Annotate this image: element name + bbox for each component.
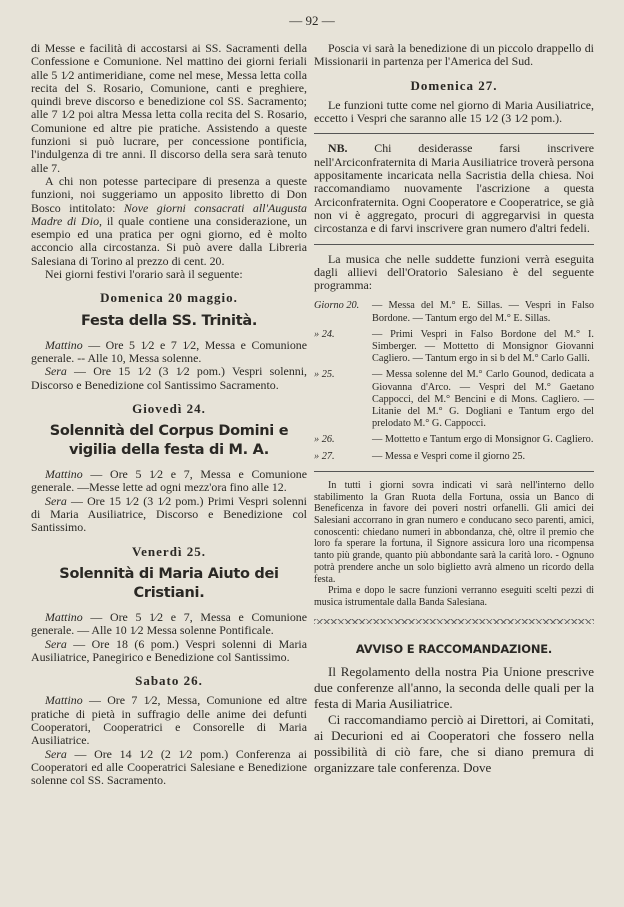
day-heading: Domenica 20 maggio.	[100, 290, 238, 306]
nb-note: NB. Chi desiderasse farsi inscrivere nell'Arciconfraternita di Maria Ausiliatrice troverà persona appositamente incaricata nella Sacristia della chiesa. Noi raccomandiamo nuovamente l'ascrizione a questa Arciconfraternita. Ogni Cooperatore e Cooperatrice, se già non vi è aggregato, procuri di aggregarvisi in questa circostanza e di farvi inscrivere gran numero d'altri fedeli.	[314, 141, 594, 236]
divider	[314, 471, 594, 472]
nb-label: NB.	[328, 141, 348, 156]
schedule-item: Sera — Ore 15 1⁄2 (3 1⁄2 pom.) Primi Vespri solenni di Maria Ausiliatrice, Discorso e Benedizione col Santissimo.	[31, 493, 307, 535]
schedule-item: Sera — Ore 15 1⁄2 (3 1⁄2 pom.) Vespri solenni, Discorso e Benedizione col Santissimo Sacramento.	[31, 364, 307, 392]
program-row: » 26. — Mottetto e Tantum ergo di Monsignor G. Cagliero.	[314, 434, 594, 446]
program-row: » 25. — Messa solenne del M.° Carlo Gounod, dedicata a Giovanna d'Arco. — Vespri del M.° Gaetano Cappocci, del M.° Bencini e di Mons. Cagliero. — Litanie del M.° G. Dogliani e Tantum ergo del prelodato M.° G. Cappocci.	[314, 369, 594, 430]
music-intro: La musica che nelle suddette funzioni verrà eseguita dagli allievi dell'Oratorio Salesiano è del seguente programma:	[314, 251, 594, 293]
paragraph: Poscia vi sarà la benedizione di un piccolo drappello di Missionarii in partenza per l'America del Sud.	[314, 41, 594, 69]
feast-heading: Festa della SS. Trinità.	[80, 312, 258, 329]
ornamental-divider	[314, 619, 594, 629]
avviso-body: Il Regolamento della nostra Pia Unione prescrive due conferenze all'anno, la seconda delle quali per la festa di Maria Ausiliatrice. Ci raccomandiamo perciò ai Direttori, ai Comitati, ai Decurioni ed ai Cooperatori che fossero nella possibilità di ciò fare, che si diano premura di organizzare tale conferenza. Dove	[314, 663, 594, 775]
schedule-item: Mattino — Ore 5 1⁄2 e 7, Messa e Comunione generale. — Alle 10 1⁄2 Messa solenne Pontificale.	[31, 609, 307, 638]
divider	[314, 133, 594, 134]
divider	[314, 244, 594, 245]
program-row: » 24. — Primi Vespri in Falso Bordone del M.° I. Simberger. — Mottetto di Monsignor Giovanni Cagliero. — Tantum ergo in si b del M.° Carlo Galli.	[314, 328, 594, 365]
paragraph: Le funzioni tutte come nel giorno di Maria Ausiliatrice, eccetto i Vespri che saranno alle 15 1⁄2 (3 1⁄2 pom.).	[314, 97, 594, 126]
page-number: — 92 —	[289, 13, 335, 28]
book-title: Nove giorni consacrati all'Augusta Madre di Dio	[31, 200, 307, 228]
left-column	[31, 42, 307, 787]
day-heading: Giovedì 24.	[132, 400, 206, 416]
program-row: » 27. — Messa e Vespri come il giorno 25.	[314, 450, 526, 462]
right-column	[314, 42, 594, 776]
day-heading: Sabato 26.	[135, 673, 203, 689]
paragraph: Nei giorni festivi l'orario sarà il seguente:	[45, 267, 243, 282]
schedule-item: Mattino — Ore 5 1⁄2 e 7 1⁄2, Messa e Comunione generale. -- Alle 10, Messa solenne.	[31, 337, 307, 365]
schedule-item: Sera — Ore 18 (6 pom.) Vespri solenni di Maria Ausiliatrice, Panegirico e Benedizione col Santissimo.	[31, 636, 307, 664]
program-row: Giorno 20. — Messa del M.° E. Sillas. — Vespri in Falso Bordone. — Tantum ergo del M.° E. Sillas.	[314, 300, 594, 324]
schedule-item: Sera — Ore 14 1⁄2 (2 1⁄2 pom.) Conferenza ai Cooperatori ed alle Cooperatrici Salesiane e Benedizione solenne col SS. Sacramento.	[31, 746, 307, 788]
paragraph: di Messe e facilità di accostarsi ai SS. Sacramenti della Confessione e Comunione. Nel mattino dei giorni feriali alle 5 1⁄2 antimeridiane, come nel mese, Messa letta colla recita del S. Rosario, Comunione, canti e preghiere, quindi breve discorso e benedizione col SS. Sacramento; alle 7 1⁄2 poi altra Messa letta colla recita del S. Rosario, Comunione ed altre pie pratiche. Assistendo a queste funzioni si può lucrare, per concessione pontificia, l'indulgenza di tre anni. Il discorso della sera sarà tenuto alle 7.	[31, 41, 307, 175]
schedule-item: Mattino — Ore 7 1⁄2, Messa, Comunione ed altre pratiche di pietà in suffragio delle anime dei defunti Cooperatori, Cooperatrici e Consorelle di Maria Ausiliatrice.	[31, 693, 307, 748]
paragraph: A chi non potesse partecipare di presenza a queste funzioni, noi suggeriamo un apposito libretto di Don Bosco intitolato: Nove giorni consacrati all'Augusta Madre di Dio, il quale contiene una considerazione, un esempio ed una pratica per ogni giorno, ed è molto acconcio alla circostanza. Si può avere dalla Libreria Salesiana di Torino al prezzo di cent. 20.	[31, 173, 307, 268]
music-program	[314, 300, 594, 462]
feast-heading: Solennità del Corpus Domini e vigilia della festa di M. A.	[49, 423, 289, 459]
day-heading: Domenica 27.	[410, 77, 498, 93]
avviso-heading: AVVISO E RACCOMANDAZIONE.	[355, 641, 553, 656]
schedule-item: Mattino — Ore 5 1⁄2 e 7, Messa e Comunione generale. —Messe lette ad ogni mezz'ora fino alle 12.	[31, 467, 307, 495]
ruota-note: In tutti i giorni sovra indicati vi sarà nell'interno dello stabilimento la Gran Ruota della Fortuna, ossia un Banco di Beneficenza in favore dei poveri nostri orfanelli. Gli amici dei Salesiani accorrano in gran numero e conducano seco parenti, amici, conoscenti: chiedano numeri in abbondanza, chè, oltre il premio che loro fa sperare la fortuna, il Signore assicura loro una ricompensa tanto più grande, quanto più abbondante sarà la carità loro. - Ognuno potrà prendere anche un solo biglietto avrà almeno un ricordo della festa. Prima e dopo le sacre funzioni verranno eseguiti scelti pezzi di musica istrumentale dalla Banda Salesiana.	[314, 479, 594, 608]
day-heading: Venerdì 25.	[131, 543, 207, 559]
feast-heading: Solennità di Maria Aiuto dei Cristiani.	[59, 565, 279, 601]
